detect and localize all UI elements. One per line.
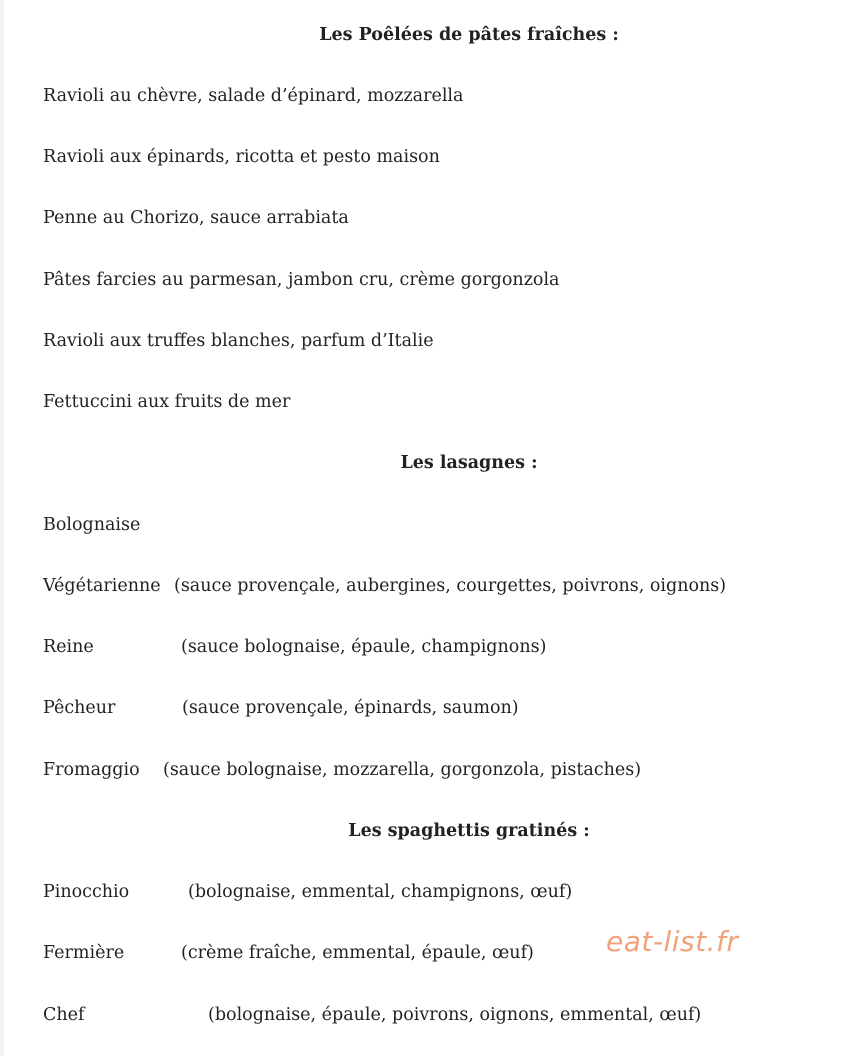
section-heading-poelees — [0, 20, 863, 50]
menu-item — [43, 755, 843, 785]
menu-item-name: Chef — [43, 1005, 85, 1025]
section-heading-text: Les spaghettis gratinés : — [348, 821, 590, 841]
menu-item-name: Penne au Chorizo, sauce arrabiata — [43, 208, 349, 228]
menu-item-name: Bolognaise — [43, 515, 141, 535]
menu-item-description: (bolognaise, emmental, champignons, œuf) — [188, 882, 573, 902]
menu-item-description: (sauce bolognaise, épaule, champignons) — [181, 637, 547, 657]
section-heading-text: Les Poêlées de pâtes fraîches : — [319, 25, 619, 45]
menu-item — [43, 265, 559, 295]
menu-item — [43, 693, 843, 723]
section-heading-text: Les lasagnes : — [400, 453, 538, 473]
menu-item-description: (sauce bolognaise, mozzarella, gorgonzola, pistaches) — [163, 760, 642, 780]
menu-item-name: Ravioli aux épinards, ricotta et pesto maison — [43, 147, 440, 167]
watermark-text: eat-list.fr — [606, 925, 739, 958]
menu-item-name: Ravioli aux truffes blanches, parfum d’Italie — [43, 331, 434, 351]
menu-item — [43, 571, 843, 601]
menu-item-name: Pêcheur — [43, 698, 116, 718]
menu-item-name: Fermière — [43, 943, 125, 963]
menu-item-name: Reine — [43, 637, 94, 657]
menu-item-description: (bolognaise, épaule, poivrons, oignons, emmental, œuf) — [208, 1005, 702, 1025]
menu-item — [43, 387, 290, 417]
menu-item-description: (sauce provençale, aubergines, courgettes, poivrons, oignons) — [174, 576, 727, 596]
menu-item-description: (crème fraîche, emmental, épaule, œuf) — [181, 943, 534, 963]
section-heading-spaghettis — [0, 816, 863, 846]
menu-item — [43, 326, 434, 356]
menu-item-description: (sauce provençale, épinards, saumon) — [182, 698, 519, 718]
page-left-border — [0, 0, 4, 1056]
menu-item — [43, 81, 463, 111]
menu-item — [43, 1000, 843, 1030]
menu-item-name: Pinocchio — [43, 882, 130, 902]
menu-item-name: Végétarienne — [43, 576, 161, 596]
menu-item-name: Fettuccini aux fruits de mer — [43, 392, 291, 412]
section-heading-lasagnes — [0, 448, 863, 478]
menu-item-name: Fromaggio — [43, 760, 140, 780]
menu-item — [43, 632, 843, 662]
menu-item — [43, 877, 843, 907]
menu-item-name: Ravioli au chèvre, salade d’épinard, mozzarella — [43, 86, 464, 106]
menu-item — [43, 203, 349, 233]
menu-item — [43, 142, 440, 172]
menu-item-name: Pâtes farcies au parmesan, jambon cru, crème gorgonzola — [43, 270, 560, 290]
menu-item — [43, 510, 140, 540]
